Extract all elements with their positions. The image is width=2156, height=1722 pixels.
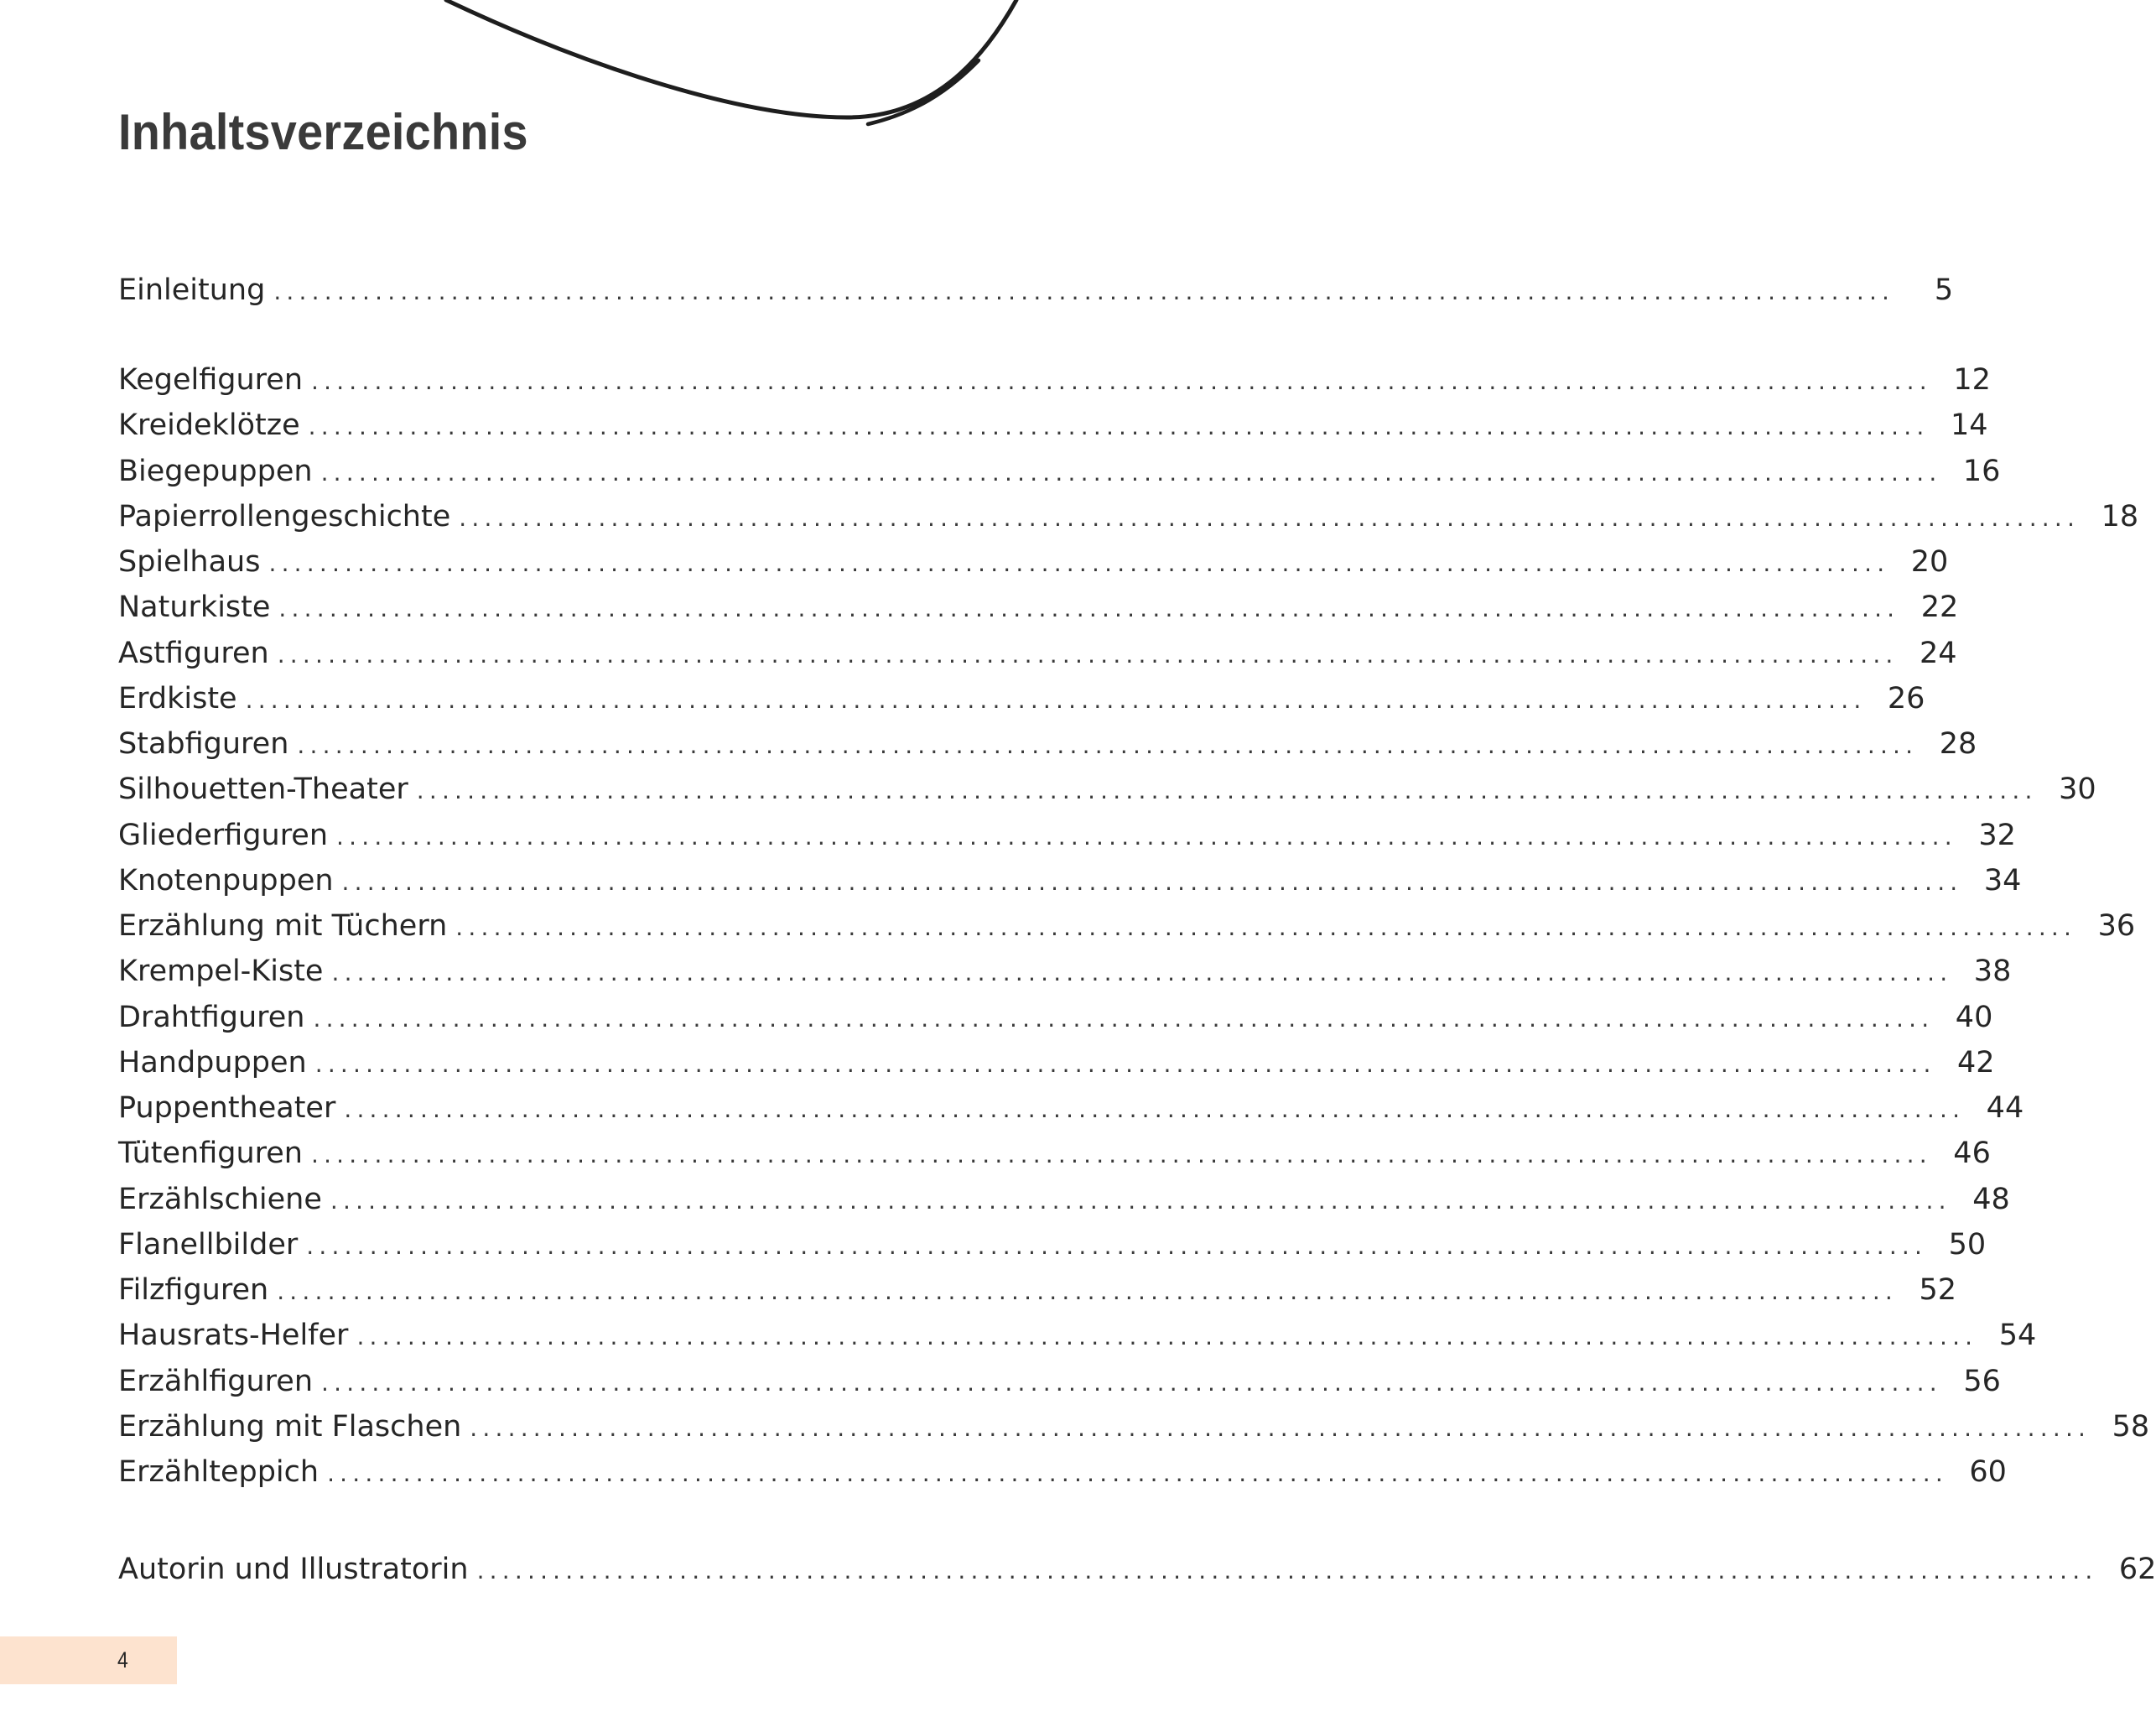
page-number-tab — [0, 1636, 177, 1684]
toc-entry — [118, 1314, 2037, 1356]
toc-entry-title: Erzählung mit Tüchern — [118, 909, 448, 943]
toc-entry-page: 16 — [1962, 454, 2001, 488]
toc-entry-title: Kegelfiguren — [118, 363, 303, 397]
toc-entry — [118, 1132, 1991, 1174]
toc-entry-title: Gliederfiguren — [118, 818, 329, 852]
toc-entry-page: 34 — [1983, 863, 2022, 897]
toc-dot-leader: ................................................................................................................................ — [341, 867, 1963, 896]
toc-dot-leader: ................................................................................................................................ — [356, 1323, 1978, 1351]
toc-entry — [118, 996, 1993, 1038]
toc-entry — [118, 359, 1991, 401]
toc-entry — [118, 496, 2139, 538]
toc-entry-page: 26 — [1887, 681, 1925, 715]
toc-dot-leader: ................................................................................................................................ — [476, 1557, 2098, 1584]
toc-entry-page: 22 — [1920, 590, 1959, 625]
toc-entry-title: Knotenpuppen — [118, 863, 334, 897]
toc-dot-leader: ................................................................................................................................ — [297, 731, 1919, 759]
toc-entry-title: Erzählschiene — [118, 1182, 322, 1216]
toc-entry — [118, 1360, 2001, 1402]
toc-entry-page: 30 — [2059, 773, 2096, 807]
toc-entry-page: 56 — [1963, 1364, 2001, 1398]
toc-dot-leader: ................................................................................................................................ — [321, 1368, 1942, 1397]
toc-entry — [118, 541, 1949, 583]
toc-entry-page: 42 — [1957, 1045, 1995, 1080]
toc-entry-title: Papierrollengeschichte — [118, 499, 451, 533]
toc-dot-leader: ................................................................................................................................ — [310, 1141, 1932, 1169]
toc-entry — [118, 723, 1977, 765]
toc-dot-leader: ................................................................................................................................ — [314, 1049, 1936, 1078]
toc-dot-leader: ................................................................................................................................ — [455, 913, 2077, 941]
toc-dot-leader: ................................................................................................................................ — [306, 1231, 1928, 1260]
page-number: 4 — [117, 1647, 128, 1673]
toc-entry-page: 44 — [1986, 1091, 2024, 1125]
toc-dot-leader: ................................................................................................................................ — [470, 1413, 2091, 1442]
toc-dot-leader: ................................................................................................................................ — [336, 822, 1957, 851]
toc-entry — [118, 1224, 1987, 1266]
toc-entry — [118, 1269, 1957, 1311]
toc-entry-title: Erzählung mit Flaschen — [118, 1409, 462, 1444]
toc-dot-leader: ................................................................................................................................ — [313, 1004, 1935, 1033]
toc-entry-title: Hausrats-Helfer — [118, 1319, 349, 1353]
toc-entry-page: 48 — [1972, 1182, 2010, 1216]
toc-entry-page: 14 — [1950, 408, 1988, 443]
toc-entry-title: Astfiguren — [118, 636, 269, 670]
toc-entry-page: 62 — [2118, 1553, 2156, 1586]
toc-entry — [118, 1042, 1995, 1084]
toc-entry-title: Handpuppen — [118, 1045, 307, 1080]
toc-entry-title: Einleitung — [118, 273, 266, 307]
toc-entry-page: 46 — [1953, 1137, 1991, 1171]
toc-entry — [118, 678, 1925, 720]
toc-entry — [118, 450, 2001, 492]
toc-entry-title: Kreideklötze — [118, 408, 300, 443]
toc-entry-title: Autorin und Illustratorin — [118, 1553, 469, 1586]
toc-dot-leader: ................................................................................................................................ — [308, 413, 1930, 441]
toc-entry — [118, 860, 2022, 902]
toc-entry-title: Filzfiguren — [118, 1273, 269, 1307]
toc-entry — [118, 768, 2096, 810]
toc-entry — [118, 404, 1988, 446]
toc-entry-title: Stabfiguren — [118, 727, 289, 761]
toc-entry — [118, 586, 1959, 628]
toc-entry-title: Drahtfiguren — [118, 1000, 305, 1034]
toc-dot-leader: ................................................................................................................................ — [327, 1459, 1948, 1487]
toc-dot-leader: ................................................................................................................................ — [278, 595, 1900, 623]
toc-dot-leader: ................................................................................................................................ — [344, 1095, 1966, 1123]
toc-entry-page: 28 — [1939, 727, 1977, 761]
toc-entry-title: Erzählfiguren — [118, 1364, 314, 1398]
toc-entry-page: 58 — [2112, 1409, 2150, 1444]
toc-entry-title: Krempel-Kiste — [118, 955, 324, 989]
toc-entry-page: 5 — [1934, 273, 1954, 307]
toc-entry-title: Puppentheater — [118, 1091, 336, 1125]
toc-entry-title: Flanellbilder — [118, 1227, 299, 1262]
page-title: Inhaltsverzeichnis — [118, 104, 528, 160]
toc-dot-leader: ................................................................................................................................ — [273, 278, 1895, 305]
toc-entry-page: 20 — [1910, 545, 1949, 579]
toc-entry-page: 24 — [1920, 636, 1957, 670]
toc-entry-title: Silhouetten-Theater — [118, 773, 408, 807]
toc-entry-page: 50 — [1948, 1227, 1987, 1262]
toc-dot-leader: ................................................................................................................................ — [245, 685, 1867, 714]
toc-dot-leader: ................................................................................................................................ — [330, 1186, 1951, 1215]
toc-entry — [118, 1087, 2024, 1129]
toc-entry-page: 36 — [2097, 909, 2136, 943]
toc-entry-title: Erzählteppich — [118, 1455, 320, 1489]
toc-entry — [118, 1451, 2007, 1493]
toc-dot-leader: ................................................................................................................................ — [268, 549, 1890, 577]
toc-entry-title: Biegepuppen — [118, 454, 313, 488]
toc-entry — [118, 905, 2136, 947]
toc-entry — [118, 1548, 2156, 1590]
toc-dot-leader: ................................................................................................................................ — [311, 367, 1932, 395]
toc-entry-page: 18 — [2101, 499, 2139, 533]
toc-dot-leader: ................................................................................................................................ — [277, 640, 1899, 669]
toc-entry-page: 54 — [1998, 1319, 2037, 1353]
toc-entry-title: Naturkiste — [118, 590, 271, 625]
toc-entry-page: 52 — [1919, 1273, 1957, 1307]
toc-entry-page: 12 — [1953, 363, 1991, 397]
toc-dot-leader: ................................................................................................................................ — [320, 458, 1942, 486]
toc-dot-leader: ................................................................................................................................ — [331, 959, 1953, 987]
toc-entry-page: 38 — [1973, 955, 2012, 989]
toc-dot-leader: ................................................................................................................................ — [416, 777, 2038, 805]
toc-entry — [118, 1178, 2010, 1220]
toc-entry-title: Spielhaus — [118, 545, 261, 579]
toc-entry-title: Erdkiste — [118, 681, 237, 715]
toc-entry — [118, 814, 2016, 856]
toc-entry — [118, 632, 1957, 674]
toc-entry-page: 60 — [1969, 1455, 2007, 1489]
toc-dot-leader: ................................................................................................................................ — [459, 503, 2081, 532]
toc-entry-page: 32 — [1978, 818, 2016, 852]
toc-entry-title: Tütenfiguren — [118, 1137, 303, 1171]
toc-entry — [118, 950, 2012, 992]
toc-dot-leader: ................................................................................................................................ — [277, 1277, 1899, 1305]
toc-entry — [118, 1406, 2150, 1448]
toc-entry-page: 40 — [1955, 1000, 1993, 1034]
toc-entry — [118, 269, 1954, 311]
